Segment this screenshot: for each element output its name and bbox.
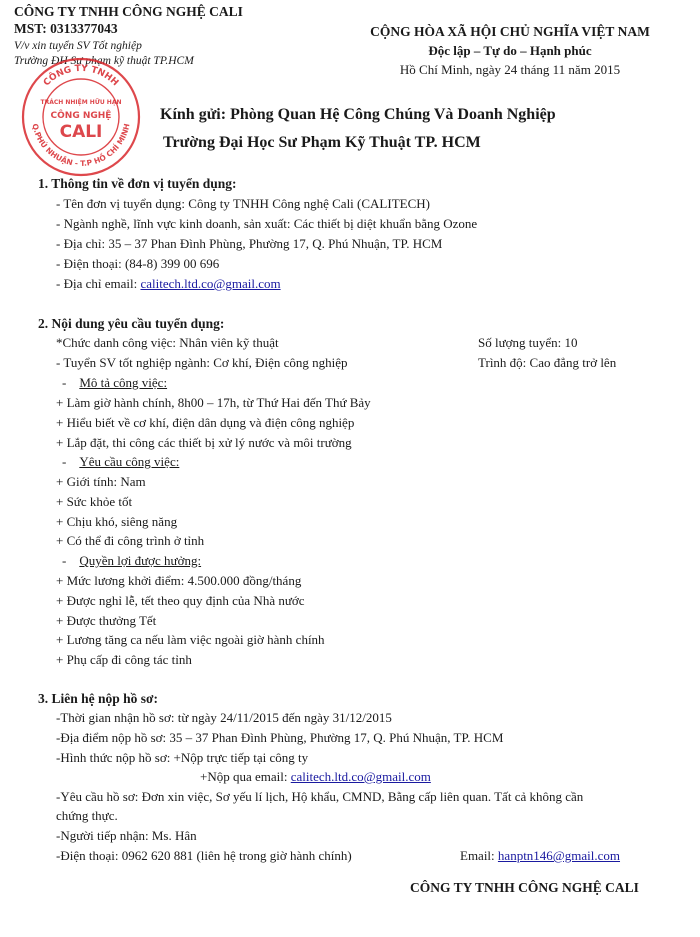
contact-email-link[interactable]: hanptn146@gmail.com bbox=[497, 848, 621, 863]
benefit-item: + Được nghỉ lễ, tết theo quy định của Nhà nước bbox=[56, 593, 305, 608]
tax-code: MST: 0313377043 bbox=[14, 21, 118, 36]
seal-line-3: CALI bbox=[59, 122, 103, 142]
national-motto: Độc lập – Tự do – Hạnh phúc bbox=[428, 43, 592, 58]
requirement-item: + Chịu khó, siêng năng bbox=[56, 514, 178, 529]
section-1-item: - Ngành nghề, lĩnh vực kinh doanh, sản xuất: Các thiết bị diệt khuẩn bằng Ozone bbox=[56, 216, 478, 231]
benefit-item: + Lương tăng ca nếu làm việc ngoài giờ hành chính bbox=[56, 632, 325, 647]
section-3-title: 3. Liên hệ nộp hồ sơ: bbox=[38, 691, 159, 706]
benefit-item: + Được thưởng Tết bbox=[56, 613, 157, 628]
subject-line-1: V/v xin tuyển SV Tốt nghiệp bbox=[14, 40, 142, 52]
section-1-title: 1. Thông tin về đơn vị tuyển dụng: bbox=[38, 176, 237, 191]
description-item: + Hiểu biết về cơ khí, điện dân dụng và điện công nghiệp bbox=[56, 415, 355, 430]
company-name: CÔNG TY TNHH CÔNG NGHỆ CALI bbox=[14, 4, 243, 19]
submission-time: -Thời gian nhận hồ sơ: từ ngày 24/11/2015 đến ngày 31/12/2015 bbox=[56, 710, 392, 725]
section-1-item: - Địa chỉ: 35 – 37 Phan Đình Phùng, Phường 17, Q. Phú Nhuận, TP. HCM bbox=[56, 236, 443, 251]
receiver: -Người tiếp nhận: Ms. Hân bbox=[56, 828, 197, 843]
contact-email-label: Email: bbox=[460, 848, 498, 863]
section-1-item: - Điện thoại: (84-8) 399 00 696 bbox=[56, 256, 220, 271]
contact-email-row bbox=[460, 848, 620, 864]
company-seal-stamp bbox=[20, 56, 142, 178]
requirement-item: + Có thể đi công trình ở tỉnh bbox=[56, 533, 205, 548]
seal-bottom-text: Q.PHÚ NHUẬN - T.P HỒ CHÍ MINH bbox=[30, 122, 132, 169]
section-1-item: - Tên đơn vị tuyển dụng: Công ty TNHH Công nghệ Cali (CALITECH) bbox=[56, 196, 430, 211]
benefit-item: + Phụ cấp đi công tác tỉnh bbox=[56, 652, 192, 667]
requirements-heading: - Yêu cầu công việc: bbox=[62, 454, 180, 469]
required-documents-cont: chứng thực. bbox=[56, 808, 118, 823]
section-1-email-row bbox=[56, 276, 281, 292]
required-major: - Tuyển SV tốt nghiệp ngành: Cơ khí, Điện công nghiệp bbox=[56, 355, 348, 370]
submission-email-label: +Nộp qua email: bbox=[200, 769, 291, 784]
seal-ring-text: CÔNG TY TNHH bbox=[41, 63, 121, 89]
recipient-line-1: Kính gửi: Phòng Quan Hệ Công Chúng Và Doanh Nghiệp bbox=[160, 106, 556, 123]
svg-text:CÔNG TY TNHH bbox=[42, 64, 120, 88]
description-item: + Lắp đặt, thi công các thiết bị xử lý nước và môi trường bbox=[56, 435, 352, 450]
signature-company: CÔNG TY TNHH CÔNG NGHỆ CALI bbox=[410, 880, 639, 895]
submission-email-link[interactable]: calitech.ltd.co@gmail.com bbox=[290, 769, 431, 784]
seal-line-2: CÔNG NGHỆ bbox=[50, 111, 112, 121]
description-item: + Làm giờ hành chính, 8h00 – 17h, từ Thứ Hai đến Thứ Bảy bbox=[56, 395, 371, 410]
job-title: *Chức danh công việc: Nhân viên kỹ thuật bbox=[56, 335, 279, 350]
benefits-heading: - Quyền lợi được hưởng: bbox=[62, 553, 202, 568]
requirement-item: + Giới tính: Nam bbox=[56, 474, 146, 489]
benefit-item: + Mức lương khởi điểm: 4.500.000 đồng/tháng bbox=[56, 573, 302, 588]
requirement-item: + Sức khỏe tốt bbox=[56, 494, 133, 509]
document-date: Hồ Chí Minh, ngày 24 tháng 11 năm 2015 bbox=[399, 62, 621, 77]
company-email-link[interactable]: calitech.ltd.co@gmail.com bbox=[140, 276, 281, 291]
subject-line-2: Trường ĐH Sư phạm kỹ thuật TP.HCM bbox=[14, 55, 194, 67]
required-documents: -Yêu cầu hồ sơ: Đơn xin việc, Sơ yếu lí lịch, Hộ khẩu, CMND, Bằng cấp liên quan. Tất cả không cần bbox=[56, 789, 584, 804]
contact-phone: -Điện thoại: 0962 620 881 (liên hệ trong giờ hành chính) bbox=[56, 848, 352, 863]
submission-method-email-row bbox=[200, 769, 431, 785]
hiring-quantity: Số lượng tuyển: 10 bbox=[478, 335, 578, 350]
required-level: Trình độ: Cao đẳng trở lên bbox=[478, 355, 617, 370]
submission-place: -Địa điểm nộp hồ sơ: 35 – 37 Phan Đình Phùng, Phường 17, Q. Phú Nhuận, TP. HCM bbox=[56, 730, 504, 745]
email-label: - Địa chỉ email: bbox=[56, 276, 141, 291]
section-2-title: 2. Nội dung yêu cầu tuyển dụng: bbox=[38, 316, 225, 331]
country-name: CỘNG HÒA XÃ HỘI CHỦ NGHĨA VIỆT NAM bbox=[370, 24, 650, 39]
description-heading: - Mô tả công việc: bbox=[62, 375, 168, 390]
seal-line-1: TRÁCH NHIỆM HỮU HẠN bbox=[40, 99, 122, 106]
recipient-line-2: Trường Đại Học Sư Phạm Kỹ Thuật TP. HCM bbox=[163, 134, 481, 151]
submission-method-direct: -Hình thức nộp hồ sơ: +Nộp trực tiếp tại công ty bbox=[56, 750, 309, 765]
